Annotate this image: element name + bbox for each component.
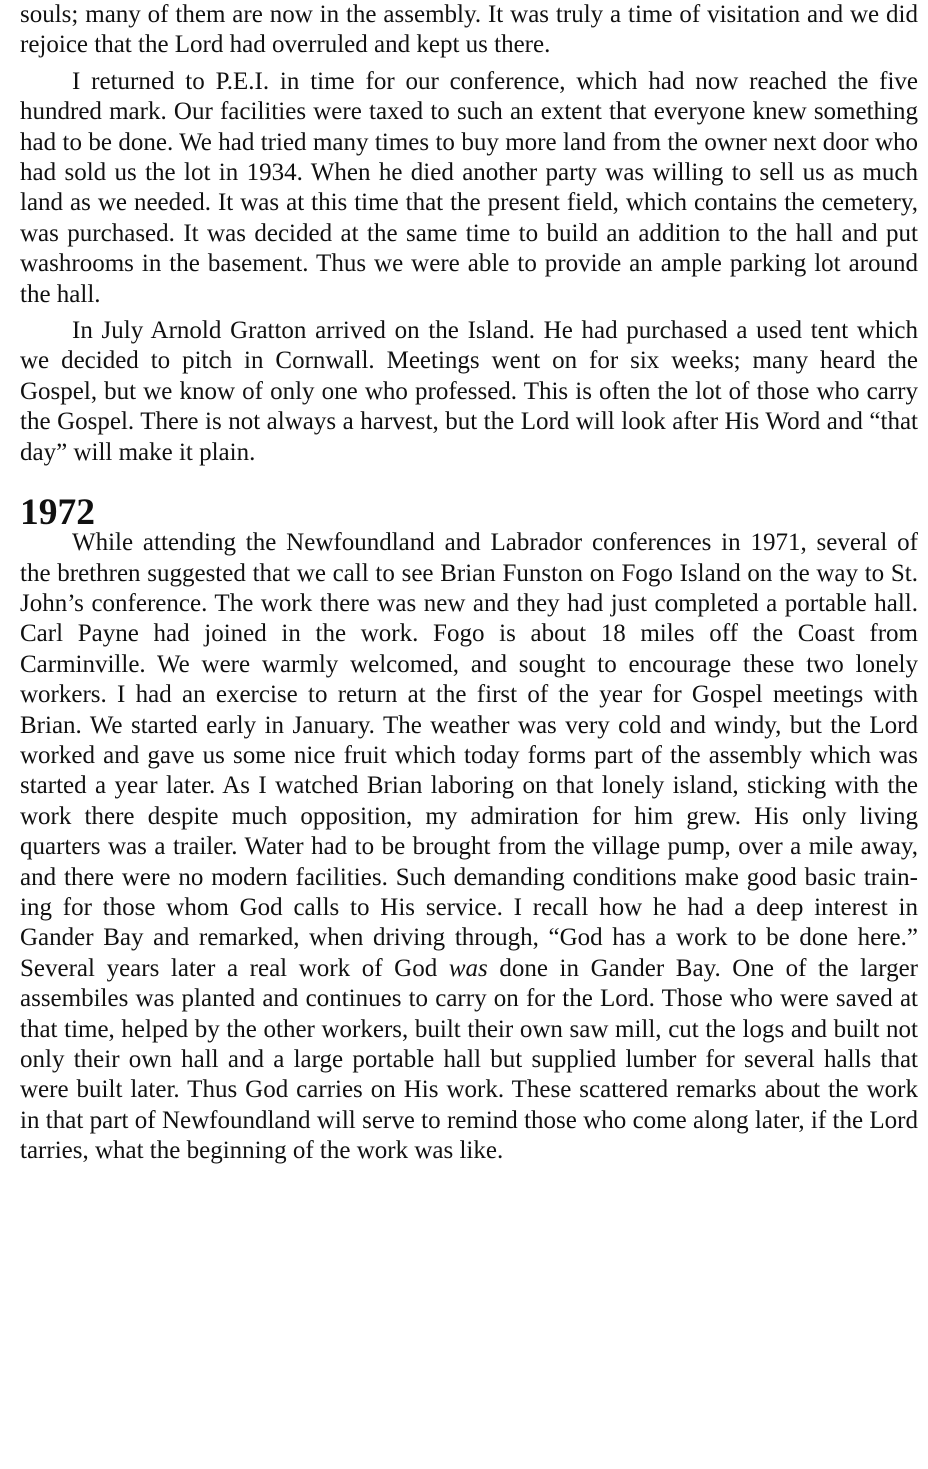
- paragraph-text-part: done in Gander Bay. One of the larger assembiles was planted and continues to carry on for the Lord. Those who were saved at that time, helped by the other workers, built their own saw mill, cut the logs and built not only their own hall and a large portable hall but supplied lumber for several halls that were built later. Thus God carries on His work. These scattered remarks about the work in that part of Newfoundland will serve to remind those who come along later, if the Lord tarries, what the beginning of the work was like.: [20, 954, 918, 1165]
- paragraph-text-part: While attending the Newfoundland and Labrador conferences in 1971, several of the brethren suggested that we call to see Brian Funston on Fogo Island on the way to St. John’s conference. The work there was new and they had just completed a portable hall. Carl Payne had joined in the work. Fogo is about 18 miles off the Coast from Carminville. We were warmly welcomed, and sought to encourage these two lonely workers. I had an exercise to return at the first of the year for Gospel meetings with Brian. We started early in January. The weather was very cold and windy, but the Lord worked and gave us some nice fruit which today forms part of the assembly which was started a year later. As I watched Brian laboring on that lonely island, sticking with the work there despite much opposition, my admiration for him grew. His only living quarters was a trailer. Water had to be brought from the village pump, over a mile away, and there were no modern facilities. Such demanding conditions make good basic training for those whom God calls to His service. I recall how he had a deep interest in Gander Bay and remarked, when driving through, “God has a work to be done here.” Several years later a real work of God: [20, 529, 918, 982]
- italic-emphasis: was: [448, 954, 488, 982]
- document-page: [20, 0, 918, 1167]
- paragraph-fogo-island: [20, 528, 918, 1167]
- paragraph-tent-meetings: In July Arnold Gratton arrived on the Island. He had purchased a used tent which we decided to pitch in Cornwall. Meetings went on for six weeks; many heard the Gospel, but we know of only one who professed. This is often the lot of those who carry the Gospel. There is not always a harvest, but the Lord will look after His Word and “that day” will make it plain.: [20, 317, 918, 466]
- section-gap: [20, 468, 918, 498]
- paragraph-continued: souls; many of them are now in the assembly. It was truly a time of visitation and we did rejoice that the Lord had overruled and kept us there.: [20, 1, 918, 59]
- paragraph-pei-conference: I returned to P.E.I. in time for our conference, which had now reached the five hundred mark. Our facilities were taxed to such an extent that everyone knew something had to be done. We had tried many times to buy more land from the owner next door who had sold us the lot in 1934. When he died another party was willing to sell us as much land as we needed. It was at this time that the present field, which contains the cemetery, was purchased. It was decided at the same time to build an addition to the hall and put washrooms in the basement. Thus we were able to provide an ample parking lot around the hall.: [20, 67, 918, 308]
- section-heading-1972: 1972: [20, 492, 95, 534]
